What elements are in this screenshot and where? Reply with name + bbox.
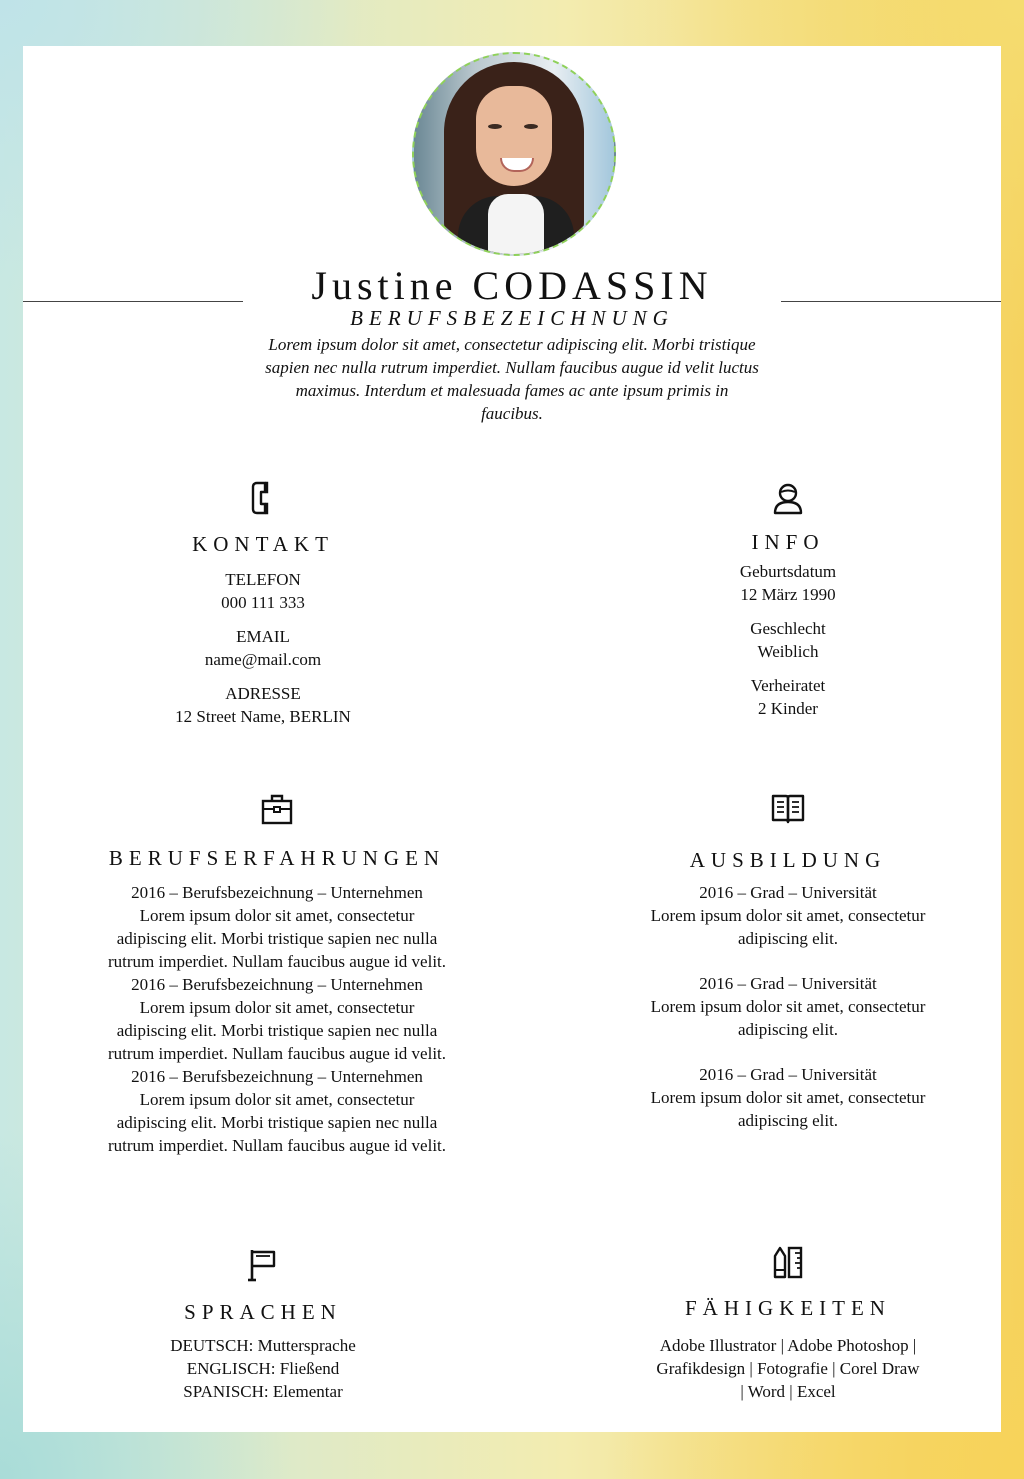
job-entry-heading: 2016 – Berufsbezeichnung – Unternehmen (131, 975, 423, 994)
briefcase-icon (257, 790, 297, 830)
section-sprachen (113, 1244, 413, 1403)
info-label: Geburtsdatum (739, 562, 837, 581)
info-label: Verheiratet (750, 676, 826, 695)
job-entry-heading: 2016 – Berufsbezeichnung – Unternehmen (131, 883, 423, 902)
profile-photo (412, 52, 616, 256)
education-entry-text: Lorem ipsum dolor sit amet, consectetur adipiscing elit. (650, 906, 926, 948)
intro-text: Lorem ipsum dolor sit amet, consectetur adipiscing elit. Morbi tristique sapien nec nulla rutrum imperdiet. Nullam faucibus augue id velit luctus maximus. Interdum et malesuada fames ac ante ipsum primis in faucibus. (265, 335, 759, 423)
info-value: 2 Kinder (758, 699, 818, 718)
section-kontakt (113, 478, 413, 728)
kontakt-label: EMAIL (236, 627, 290, 646)
skills-line: | Word | Excel (740, 1382, 836, 1401)
info-value: 12 März 1990 (740, 585, 836, 604)
kontakt-label: ADRESSE (225, 684, 301, 703)
skills-line: Adobe Illustrator | Adobe Photoshop | (659, 1336, 917, 1355)
resume-sheet (23, 46, 1001, 1432)
education-entry-heading: 2016 – Grad – Universität (699, 1065, 877, 1084)
book-icon (768, 788, 808, 828)
job-title: BERUFSBEZEICHNUNG (350, 306, 674, 330)
kontakt-label: TELEFON (225, 570, 301, 589)
education-entry-heading: 2016 – Grad – Universität (699, 974, 877, 993)
user-icon (768, 478, 808, 518)
section-info (638, 478, 938, 720)
info-value: Weiblich (757, 642, 819, 661)
kontakt-value: 000 111 333 (221, 593, 305, 612)
job-entry-heading: 2016 – Berufsbezeichnung – Unternehmen (131, 1067, 423, 1086)
kontakt-heading: KONTAKT (192, 532, 334, 556)
job-entry-text: Lorem ipsum dolor sit amet, consectetur adipiscing elit. Morbi tristique sapien nec nulla rutrum imperdiet. Nullam faucibus augue id velit. (107, 1090, 447, 1155)
flag-icon (243, 1244, 283, 1284)
education-entry-heading: 2016 – Grad – Universität (699, 883, 877, 902)
tools-icon (768, 1242, 808, 1282)
section-ausbildung (623, 788, 953, 1132)
info-heading: INFO (751, 530, 825, 554)
section-faehigkeiten (628, 1242, 948, 1403)
kontakt-value: name@mail.com (204, 650, 322, 669)
sprachen-heading: SPRACHEN (184, 1300, 342, 1324)
job-entry-text: Lorem ipsum dolor sit amet, consectetur adipiscing elit. Morbi tristique sapien nec nulla rutrum imperdiet. Nullam faucibus augue id velit. (107, 998, 447, 1063)
faehigkeiten-heading: FÄHIGKEITEN (685, 1296, 891, 1320)
education-entry-text: Lorem ipsum dolor sit amet, consectetur adipiscing elit. (650, 997, 926, 1039)
candidate-name: Justine CODASSIN (311, 263, 713, 308)
info-label: Geschlecht (750, 619, 826, 638)
language-item: ENGLISCH: Fließend (186, 1359, 340, 1378)
language-item: DEUTSCH: Muttersprache (170, 1336, 356, 1355)
berufserfahrungen-heading: BERUFSERFAHRUNGEN (108, 846, 446, 870)
job-entry-text: Lorem ipsum dolor sit amet, consectetur adipiscing elit. Morbi tristique sapien nec nulla rutrum imperdiet. Nullam faucibus augue id velit. (107, 906, 447, 971)
ausbildung-heading: AUSBILDUNG (689, 848, 887, 872)
education-entry-text: Lorem ipsum dolor sit amet, consectetur adipiscing elit. (650, 1088, 926, 1130)
skills-line: Grafikdesign | Fotografie | Corel Draw (656, 1359, 920, 1378)
section-berufserfahrungen (103, 790, 451, 1157)
kontakt-value: 12 Street Name, BERLIN (175, 707, 351, 726)
phone-icon (243, 478, 283, 518)
language-item: SPANISCH: Elementar (183, 1382, 343, 1401)
